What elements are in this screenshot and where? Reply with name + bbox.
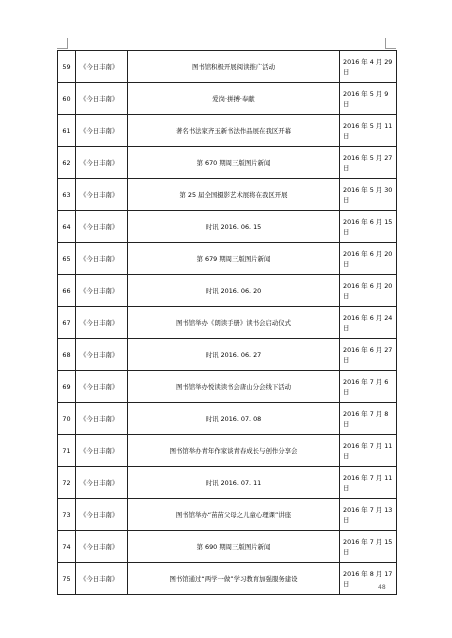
page-number: 48	[378, 584, 386, 591]
row-number-cell: 62	[58, 147, 76, 179]
row-number-cell: 71	[58, 435, 76, 467]
row-date-cell: 2016 年 6 月 24 日	[340, 307, 397, 339]
row-title-cell: 图书馆举办《朗读手册》读书会启动仪式	[128, 307, 340, 339]
row-number-cell: 73	[58, 499, 76, 531]
row-date-cell: 2016 年 7 月 15 日	[340, 531, 397, 563]
row-number-cell: 69	[58, 371, 76, 403]
row-number-cell: 74	[58, 531, 76, 563]
row-source-cell: 《今日丰南》	[76, 275, 128, 307]
row-number-cell: 66	[58, 275, 76, 307]
row-date-cell: 2016 年 7 月 11 日	[340, 467, 397, 499]
row-source-cell: 《今日丰南》	[76, 51, 128, 83]
table-row	[58, 307, 397, 339]
table-row	[58, 211, 397, 243]
table-row	[58, 243, 397, 275]
table-row	[58, 179, 397, 211]
row-number-cell: 64	[58, 211, 76, 243]
row-date-cell: 2016 年 6 月 20 日	[340, 243, 397, 275]
row-title-cell: 著名书法家齐玉新书法作品展在我区开幕	[128, 115, 340, 147]
crop-mark-top-right	[385, 38, 396, 49]
row-title-cell: 第 690 期周三版图片新闻	[128, 531, 340, 563]
row-source-cell: 《今日丰南》	[76, 147, 128, 179]
row-number-cell: 72	[58, 467, 76, 499]
table-row	[58, 83, 397, 115]
row-number-cell: 63	[58, 179, 76, 211]
row-date-cell: 2016 年 5 月 9 日	[340, 83, 397, 115]
row-title-cell: 图书馆举办悦读读书会唐山分会线下活动	[128, 371, 340, 403]
row-source-cell: 《今日丰南》	[76, 531, 128, 563]
row-number-cell: 61	[58, 115, 76, 147]
row-date-cell: 2016 年 7 月 6 日	[340, 371, 397, 403]
row-title-cell: 图书馆举办青年作家谈青春成长与创作分享会	[128, 435, 340, 467]
table-row	[58, 403, 397, 435]
table-row	[58, 51, 397, 83]
table-row	[58, 275, 397, 307]
row-source-cell: 《今日丰南》	[76, 339, 128, 371]
records-table-body	[58, 51, 397, 595]
row-source-cell: 《今日丰南》	[76, 467, 128, 499]
table-row	[58, 371, 397, 403]
row-title-cell: 第 25 届全国摄影艺术展将在我区开展	[128, 179, 340, 211]
row-date-cell: 2016 年 7 月 13 日	[340, 499, 397, 531]
row-title-cell: 图书馆通过“两学一做”学习教育加强服务建设	[128, 563, 340, 595]
row-source-cell: 《今日丰南》	[76, 83, 128, 115]
row-source-cell: 《今日丰南》	[76, 307, 128, 339]
row-date-cell: 2016 年 4 月 29 日	[340, 51, 397, 83]
row-source-cell: 《今日丰南》	[76, 403, 128, 435]
table-row	[58, 467, 397, 499]
row-title-cell: 时讯 2016. 07. 08	[128, 403, 340, 435]
table-row	[58, 435, 397, 467]
row-title-cell: 图书馆举办“苗苗父母之儿童心理课”讲座	[128, 499, 340, 531]
row-title-cell: 图书馆积极开展阅读推广活动	[128, 51, 340, 83]
table-row	[58, 531, 397, 563]
crop-mark-top-left	[57, 38, 68, 49]
row-source-cell: 《今日丰南》	[76, 179, 128, 211]
row-source-cell: 《今日丰南》	[76, 243, 128, 275]
row-number-cell: 68	[58, 339, 76, 371]
row-number-cell: 67	[58, 307, 76, 339]
row-source-cell: 《今日丰南》	[76, 115, 128, 147]
row-title-cell: 时讯 2016. 06. 20	[128, 275, 340, 307]
row-source-cell: 《今日丰南》	[76, 371, 128, 403]
table-row	[58, 339, 397, 371]
table-row	[58, 115, 397, 147]
row-number-cell: 70	[58, 403, 76, 435]
row-source-cell: 《今日丰南》	[76, 211, 128, 243]
row-date-cell: 2016 年 6 月 20 日	[340, 275, 397, 307]
records-table	[57, 50, 397, 595]
row-date-cell: 2016 年 5 月 30 日	[340, 179, 397, 211]
row-number-cell: 59	[58, 51, 76, 83]
row-title-cell: 第 679 期周三版图片新闻	[128, 243, 340, 275]
table-row	[58, 563, 397, 595]
row-date-cell: 2016 年 6 月 15 日	[340, 211, 397, 243]
row-source-cell: 《今日丰南》	[76, 499, 128, 531]
row-number-cell: 60	[58, 83, 76, 115]
row-number-cell: 65	[58, 243, 76, 275]
row-date-cell: 2016 年 6 月 27 日	[340, 339, 397, 371]
table-row	[58, 499, 397, 531]
row-title-cell: 时讯 2016. 06. 27	[128, 339, 340, 371]
row-number-cell: 75	[58, 563, 76, 595]
row-date-cell: 2016 年 5 月 27 日	[340, 147, 397, 179]
row-title-cell: 第 670 期周三版图片新闻	[128, 147, 340, 179]
row-date-cell: 2016 年 5 月 11 日	[340, 115, 397, 147]
row-source-cell: 《今日丰南》	[76, 563, 128, 595]
row-date-cell: 2016 年 7 月 11 日	[340, 435, 397, 467]
row-title-cell: 爱岗·拼搏·奉献	[128, 83, 340, 115]
row-title-cell: 时讯 2016. 06. 15	[128, 211, 340, 243]
table-row	[58, 147, 397, 179]
row-title-cell: 时讯 2016. 07. 11	[128, 467, 340, 499]
row-date-cell: 2016 年 7 月 8 日	[340, 403, 397, 435]
row-date-cell: 2016 年 8 月 17 日	[340, 563, 397, 595]
row-source-cell: 《今日丰南》	[76, 435, 128, 467]
